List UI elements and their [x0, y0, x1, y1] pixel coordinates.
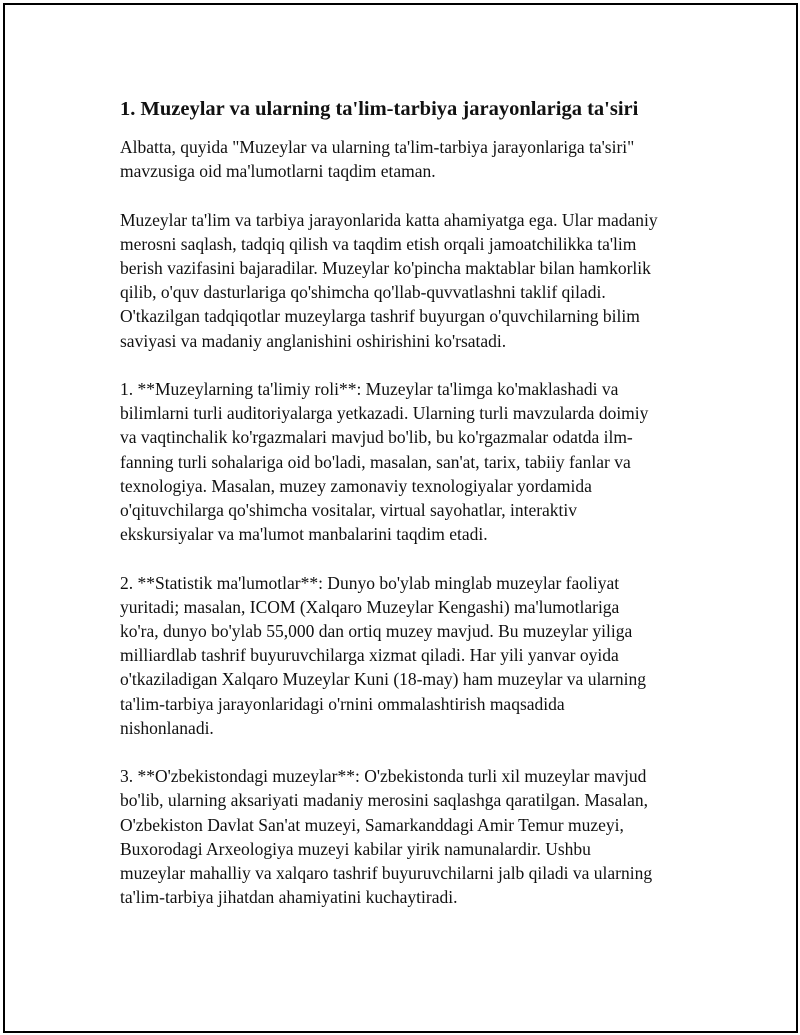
text-line: ekskursiyalar va ma'lumot manbalarini taqdim etadi. [120, 524, 488, 545]
paragraph-gap [120, 183, 700, 207]
text-line: saviyasi va madaniy anglanishini oshirishini ko'rsatadi. [120, 330, 507, 351]
text-line: yuritadi; masalan, ICOM (Xalqaro Muzeylar Kengashi) ma'lumotlariga [120, 596, 620, 617]
text-line: 1. **Muzeylarning ta'limiy roli**: Muzeylar ta'limga ko'maklashadi va [120, 379, 619, 399]
text-line: milliardlab tashrif buyuruvchilarga xizmat qiladi. Har yili yanvar oyida [120, 645, 619, 666]
text-line: mavzusiga oid ma'lumotlarni taqdim etaman. [120, 161, 436, 182]
paragraph-gap [120, 740, 700, 764]
paragraph-gap [120, 353, 700, 377]
text-line: O'tkazilgan tadqiqotlar muzeylarga tashrif buyurgan o'quvchilarning bilim [120, 306, 640, 327]
paragraph-uzbekistan-museums [120, 764, 700, 909]
paragraph-gap [120, 546, 700, 570]
paragraph-statistics [120, 571, 700, 740]
text-line: berish vazifasini bajaradilar. Muzeylar ko'pincha maktablar bilan hamkorlik [120, 258, 651, 278]
text-line: merosni saqlash, tadqiq qilish va taqdim etish orqali jamoatchilikka ta'lim [120, 233, 637, 254]
text-line: ta'lim-tarbiya jihatdan ahamiyatini kuchaytiradi. [120, 887, 458, 908]
text-line: o'qituvchilarga qo'shimcha vositalar, virtual sayohatlar, interaktiv [120, 500, 578, 521]
text-line: 2. **Statistik ma'lumotlar**: Dunyo bo'ylab minglab muzeylar faoliyat [120, 572, 620, 593]
text-line: nishonlanadi. [120, 717, 214, 738]
text-line: 3. **O'zbekistondagi muzeylar**: O'zbekistonda turli xil muzeylar mavjud [120, 766, 647, 787]
document-body [120, 97, 700, 909]
text-line: bo'lib, ularning aksariyati madaniy merosini saqlashga qaratilgan. Masalan, [120, 790, 649, 811]
text-line: O'zbekiston Davlat San'at muzeyi, Samarkanddagi Amir Temur muzeyi, [120, 814, 624, 835]
text-line: Buxorodagi Arxeologiya muzeyi kabilar yirik namunalardir. Ushbu [120, 838, 591, 859]
text-line: qilib, o'quv dasturlariga qo'shimcha qo'llab-quvvatlashni taklif qiladi. [120, 282, 606, 303]
paragraph-educational-role [120, 377, 700, 546]
text-line: Muzeylar ta'lim va tarbiya jarayonlarida katta ahamiyatga ega. Ular madaniy [120, 209, 658, 230]
paragraph-overview [120, 208, 700, 353]
text-line: va vaqtinchalik ko'rgazmalari mavjud bo'lib, bu ko'rgazmalar odatda ilm- [120, 427, 633, 448]
text-line: o'tkaziladigan Xalqaro Muzeylar Kuni (18-may) ham muzeylar va ularning [120, 669, 647, 690]
text-line: fanning turli sohalariga oid bo'ladi, masalan, san'at, tarix, tabiiy fanlar va [120, 451, 631, 472]
text-line: bilimlarni turli auditoriyalarga yetkazadi. Ularning turli mavzularda doimiy [120, 403, 649, 424]
document-title: 1. Muzeylar va ularning ta'lim-tarbiya jarayonlariga ta'siri [120, 98, 639, 120]
text-line: texnologiya. Masalan, muzey zamonaviy texnologiyalar yordamida [120, 475, 592, 496]
text-line: muzeylar mahalliy va xalqaro tashrif buyuruvchilarni jalb qiladi va ularning [120, 863, 653, 884]
text-line: ta'lim-tarbiya jarayonlaridagi o'rnini ommalashtirish maqsadida [120, 693, 565, 714]
text-line: Albatta, quyida "Muzeylar va ularning ta'lim-tarbiya jarayonlariga ta'siri" [120, 137, 635, 157]
paragraph-intro [120, 135, 700, 183]
text-line: ko'ra, dunyo bo'ylab 55,000 dan ortiq muzey mavjud. Bu muzeylar yiliga [120, 621, 633, 642]
page-frame [3, 3, 798, 1033]
